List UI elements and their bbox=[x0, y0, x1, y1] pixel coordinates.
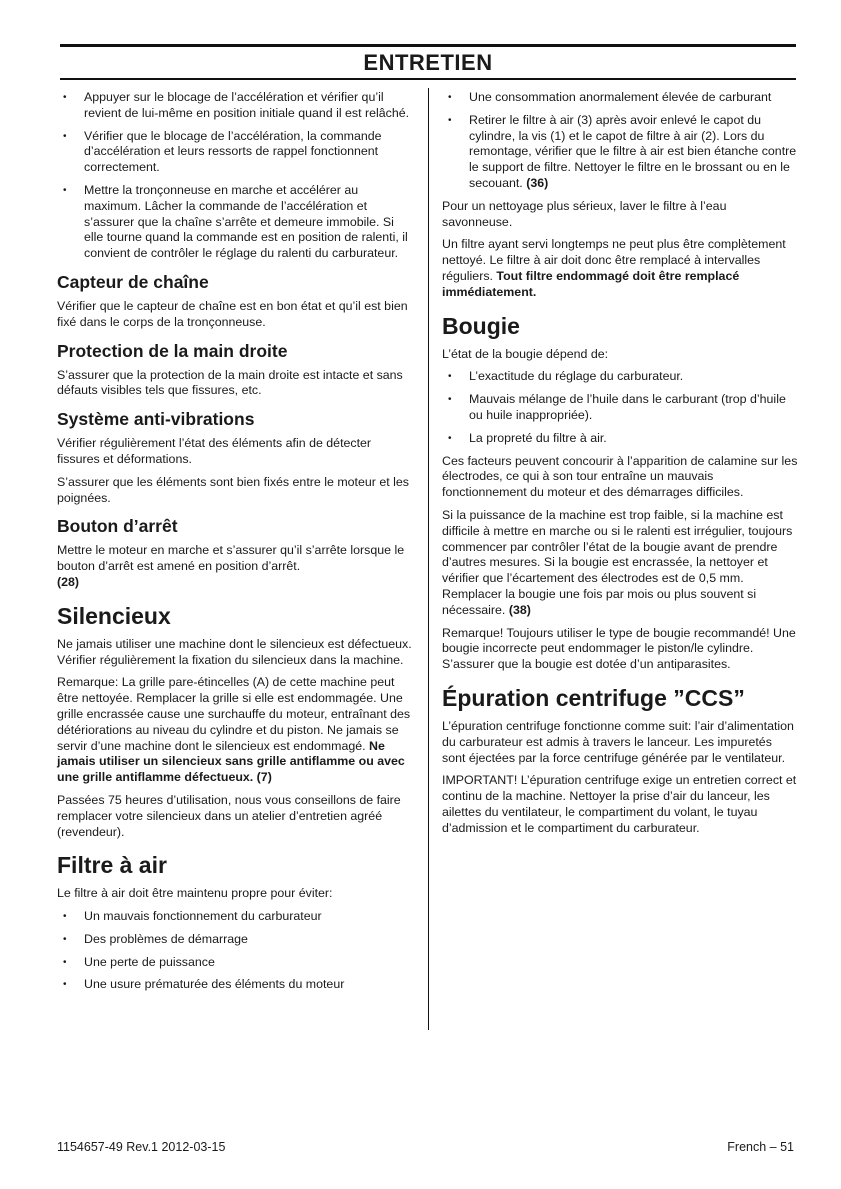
paragraph: Le filtre à air doit être maintenu propre pour éviter: bbox=[57, 886, 333, 901]
list-item: • Mettre la tronçonneuse en marche et accélérer au maximum. Lâcher la commande de l’accélération et s’assurer que la chaîne s’arrête et demeure immobile. Si elle tourne quand la commande est en position de ralenti, il convient de contrôler le réglage du ralenti du carburateur. bbox=[57, 183, 414, 262]
paragraph-text: Remarque: La grille pare-étincelles (A) de cette machine peut être nettoyée. Remplacer la grille si elle est endommagée. Une grille encrassée cause une surchauffe du moteur, entraînant des détériorations au niveau du cylindre et du piston. Ne jamais se servir d’une machine dont le silencieux est endommagé. bbox=[57, 675, 411, 753]
section-heading-silencieux: Silencieux bbox=[57, 602, 171, 629]
list-item bbox=[442, 113, 798, 192]
paragraph bbox=[57, 675, 414, 786]
figure-ref: (36) bbox=[526, 175, 549, 190]
list-item: • Un mauvais fonctionnement du carburateur bbox=[57, 909, 414, 925]
paragraph bbox=[442, 508, 798, 619]
paragraph-text: Un filtre ayant servi longtemps ne peut plus être complètement nettoyé. Le filtre à air doit donc être remplacé à intervalles réguliers. bbox=[442, 237, 786, 283]
right-column bbox=[442, 90, 798, 843]
list-item: • La propreté du filtre à air. bbox=[442, 431, 798, 447]
list-item: • L’exactitude du réglage du carburateur. bbox=[442, 369, 798, 385]
left-column bbox=[57, 90, 414, 1000]
paragraph: L’épuration centrifuge fonctionne comme suit: l’air d’alimentation du carburateur est admis à travers le lanceur. Les impuretés sont éjectées par la force centrifuge générée par le ventilateur. bbox=[442, 718, 794, 765]
intro-list bbox=[57, 90, 414, 262]
warning-text: Ne jamais utiliser un silencieux sans grille antiflamme ou avec une grille antiflamme défectueux. (7) bbox=[57, 738, 405, 785]
paragraph: Ces facteurs peuvent concourir à l’apparition de calamine sur les électrodes, ce qui à son tour entraîne un mauvais fonctionnement du moteur et des démarrages difficiles. bbox=[442, 453, 798, 500]
paragraph: S’assurer que les éléments sont bien fixés entre le moteur et les poignées. bbox=[57, 474, 409, 505]
list-item: • Vérifier que le blocage de l’accélération, la commande d’accélération et leurs ressorts de rappel fonctionnent correctement. bbox=[57, 129, 414, 176]
section-heading-bouton: Bouton d’arrêt bbox=[57, 516, 178, 537]
list-item: • Mauvais mélange de l’huile dans le carburant (trop d’huile ou huile inappropriée). bbox=[442, 392, 798, 424]
header-rule-bottom bbox=[60, 78, 796, 80]
list-item: • Une usure prématurée des éléments du moteur bbox=[57, 977, 414, 993]
figure-ref: (38) bbox=[508, 602, 531, 617]
warning-text: Tout filtre endommagé doit être remplacé immédiatement. bbox=[442, 268, 740, 299]
figure-ref: (28) bbox=[57, 574, 80, 589]
column-divider bbox=[428, 88, 429, 1030]
section-heading-protection: Protection de la main droite bbox=[57, 340, 288, 361]
paragraph bbox=[442, 237, 798, 300]
paragraph: Passées 75 heures d’utilisation, nous vous conseillons de faire remplacer votre silencieux dans un atelier d’entretien agréé (revendeur). bbox=[57, 792, 401, 839]
paragraph: IMPORTANT! L’épuration centrifuge exige un entretien correct et continu de la machine. Nettoyer la prise d’air du lanceur, les ailettes du ventilateur, le compartiment du volant, le tuyau d’admission et le compartiment du carburateur. bbox=[442, 773, 797, 835]
paragraph: Vérifier que le capteur de chaîne est en bon état et qu’il est bien fixé dans le corps de la tronçonneuse. bbox=[57, 298, 408, 329]
paragraph bbox=[57, 543, 414, 590]
doc-reference: 1154657-49 Rev.1 2012-03-15 bbox=[57, 1140, 226, 1154]
list-item: • Des problèmes de démarrage bbox=[57, 932, 414, 948]
paragraph: Vérifier régulièrement l’état des éléments afin de détecter fissures et déformations. bbox=[57, 436, 372, 466]
section-heading-capteur: Capteur de chaîne bbox=[57, 271, 209, 292]
section-heading-filtre: Filtre à air bbox=[57, 852, 167, 879]
paragraph-text: Mettre le moteur en marche et s’assurer qu’il s’arrête lorsque le bouton d’arrêt est amené en position d’arrêt. bbox=[57, 543, 405, 574]
list-item: • Appuyer sur le blocage de l’accélération et vérifier qu’il revient de lui-même en position initiale quand il est relâché. bbox=[57, 90, 414, 122]
section-heading-ccs: Épuration centrifuge ”CCS” bbox=[442, 684, 745, 711]
section-heading-antivibrations: Système anti-vibrations bbox=[57, 409, 255, 430]
section-heading-bougie: Bougie bbox=[442, 312, 520, 339]
paragraph: Ne jamais utiliser une machine dont le silencieux est défectueux. Vérifier régulièrement la fixation du silencieux dans la machine. bbox=[57, 636, 412, 667]
list-item-text: Retirer le filtre à air (3) après avoir enlevé le capot du cylindre, la vis (1) et le capot de filtre à air (2). Lors du remontage, vérifier que le filtre à air est bien étanche contre le support de filtre. Nettoyer le filtre en le brossant ou en le secouant. bbox=[469, 112, 797, 190]
list-item: • Une consommation anormalement élevée de carburant bbox=[442, 90, 798, 106]
paragraph: L’état de la bougie dépend de: bbox=[442, 346, 609, 361]
paragraph: Remarque! Toujours utiliser le type de bougie recommandé! Une bougie incorrecte peut endommager le piston/le cylindre. S’assurer que la bougie est dotée d’un antiparasites. bbox=[442, 625, 796, 672]
page-title: ENTRETIEN bbox=[363, 50, 493, 75]
paragraph: S’assurer que la protection de la main droite est intacte et sans défauts visibles tels que fissures, etc. bbox=[57, 367, 403, 398]
bougie-list bbox=[442, 369, 798, 446]
filtre-list bbox=[57, 909, 414, 993]
filtre-list-continued bbox=[442, 90, 798, 192]
page-number: French – 51 bbox=[727, 1140, 794, 1154]
header-rule-top bbox=[60, 44, 796, 47]
paragraph: Pour un nettoyage plus sérieux, laver le filtre à l’eau savonneuse. bbox=[442, 198, 727, 229]
list-item: • Une perte de puissance bbox=[57, 955, 414, 971]
paragraph-text: Si la puissance de la machine est trop faible, si la machine est difficile à mettre en marche ou si le ralenti est irrégulier, toujours commencer par contrôler l’état de la bougie avant de prendre d’autres mesures. Si la bougie est encrassée, la nettoyer et vérifier que l’écartement des électrodes est de 0,5 mm. Remplacer la bougie une fois par mois ou plus souvent si nécessaire. bbox=[442, 507, 793, 617]
